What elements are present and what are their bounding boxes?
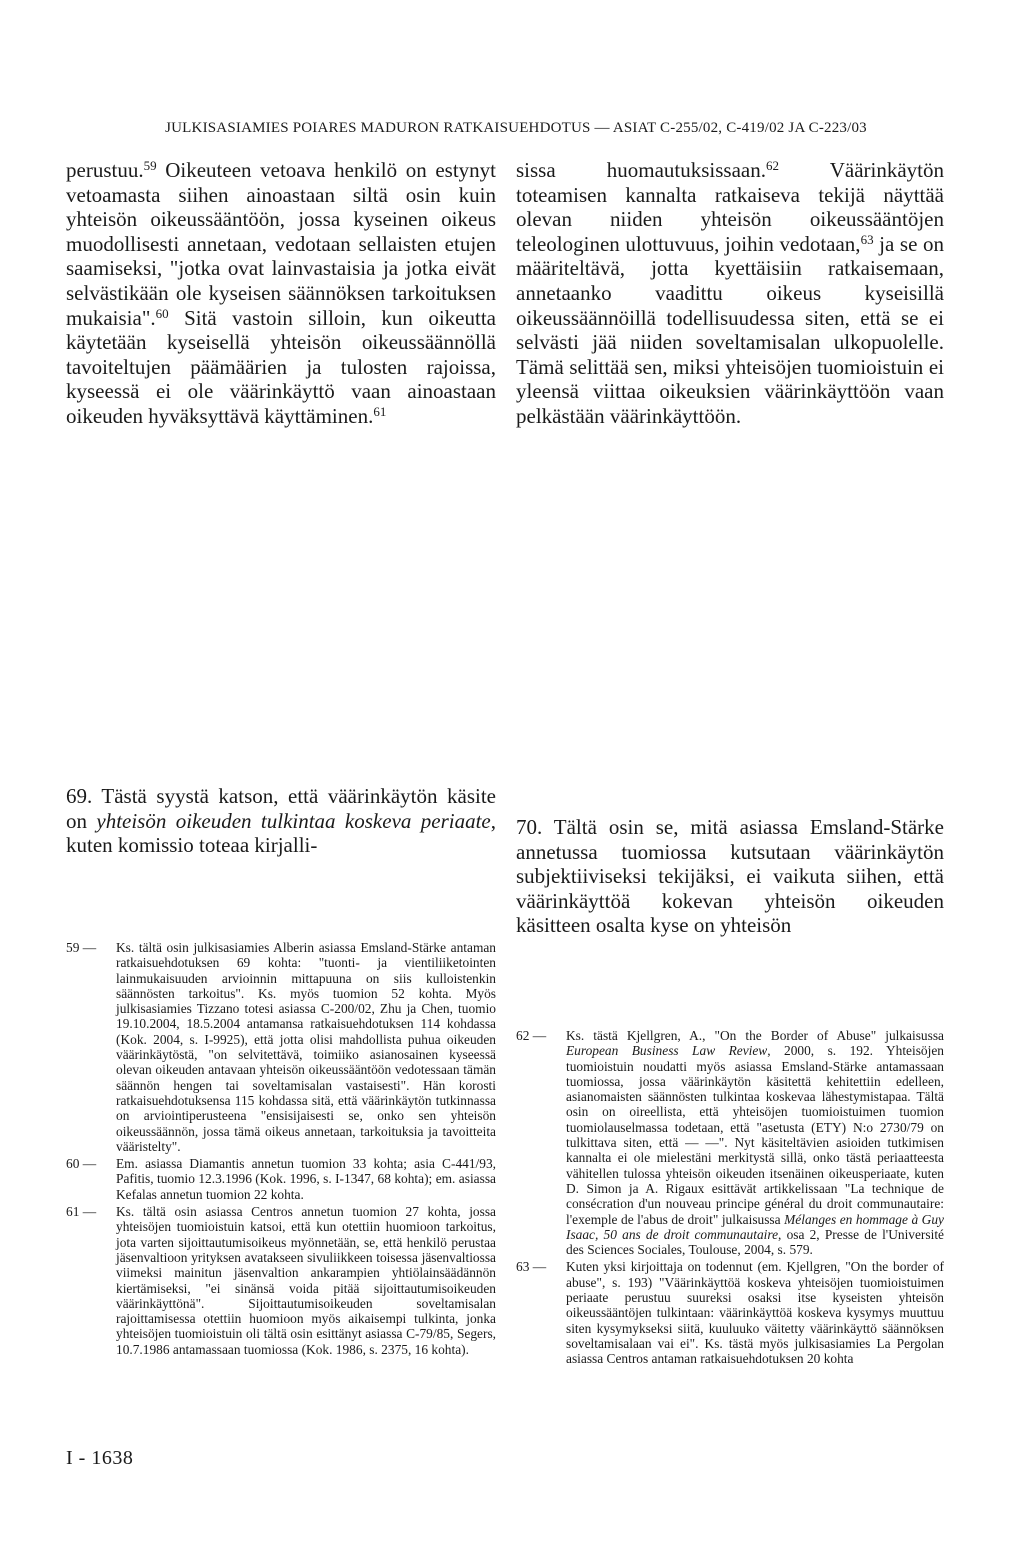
footnote-text: Kuten yksi kirjoittaja on todennut (em. Kjellgren, "On the border of abuse", s. 193) "Väärinkäyttöä koskeva yhteisöjen tuomioistuimen periaate perustuu suureksi osaksi itse kyseisten yhteisön oikeussääntöjen tulkintaan: väärinkäyttöä koskeva kysymys muuttuu siten kysymykseksi siitä, kuuluuko väitetty väärinkäyttö säännöksen soveltamisalaan vai ei". Ks. tästä myös julkisasiamies La Pergolan asiassa Centros antaman ratkaisuehdotuksen 20 kohta (566, 1259, 944, 1367)
text-segment: , kuten komissio toteaa kirjalli- (66, 808, 496, 858)
body-text-top-right (516, 158, 944, 429)
footnotes-left (66, 940, 496, 1359)
footnotes-right (516, 1028, 944, 1369)
footnote-59 (66, 940, 496, 1154)
paragraph-70 (516, 815, 944, 938)
text-segment: , 2000, s. 192. Yhteisöjen tuomioistuin noudatti myös asiassa Emsland-Stärke antamassaan tuomiossa, jossa väärinkäytön käsitettä kehitettiin edelleen, asianomaisten säännösten tulkintaa koskevaa lähestymistapaa. Tältä osin on oireellista, että yhteisöjen tuomioistuimen tuomion tuomiolauselmassa todetaan, että "asetusta (ETY) N:o 2730/79 on tulkittava siten, että — —". Nyt käsiteltävien asioiden tutkimisen kannalta ei ole mielestäni merkitystä sillä, onko tästä periaatteesta vähitellen tulossa yhteisön oikeuden itsenäinen oikeusperiaate, kuten D. Simon ja A. Rigaux esittävät artikkelissaan "La technique de consécration d'un nouveau principe général du droit communautaire: l'exemple de l'abus de droit" julkaisussa (566, 1043, 944, 1227)
footnote-text: Ks. tältä osin julkisasiamies Alberin asiassa Emsland-Stärke antaman ratkaisuehdotuksen 69 kohta: "tuonti- ja vientiliiketointen lainmukaisuuden arvioinnin mittapuuna on siis kulloistenkin säännösten tarkoitus". Ks. myös tuomion 52 kohta. Myös julkisasiamies Tizzano totesi asiassa C-200/02, Zhu ja Chen, tuomio 19.10.2004, 18.5.2004 antamansa ratkaisuehdotuksen 114 kohdassa (Kok. 2004, s. I-9925), että jotta olisi mahdollista puhua oikeuden väärinkäytöstä, "on selvitettävä, toimiiko asianosainen kyseessä olevan oikeuden antavaan yhteisön oikeussääntöön vedotessaan tämän säännön hengen tai soveltamisalan vastaisesti". Hän korosti ratkaisuehdotuksensa 115 kohdassa sitä, että väärinkäytön tutkinnassa on arviointiperusteena "ensisijaisesti se, onko sen yhteisön oikeussäännön, jossa tämä oikeus annetaan, tarkoituksia ja tavoitteita vääristelty". (116, 940, 496, 1154)
text-segment: sissa huomautuksissaan. (516, 158, 766, 182)
body-text-top-left (66, 158, 496, 429)
text-segment: ja se on määriteltävä, jotta kyettäisiin ratkaisemaan, annetaanko vaadittu oikeus kyseisillä oikeussäännöillä todellisuudessa siten, että se ei selvästi jää niiden soveltamisalan ulkopuolelle. Tämä selittää sen, miksi yhteisöjen tuomioistuin ei yleensä viittaa oikeuksien väärinkäyttöön vaan pelkästään väärinkäyttöön. (516, 231, 944, 428)
footnote-ref[interactable]: 62 (766, 158, 779, 173)
text-emphasis: yhteisön oikeuden tulkintaa koskeva periaate (96, 808, 491, 833)
footnote-63 (516, 1259, 944, 1366)
publication-title: Mélanges en hommage à Guy Isaac, 50 ans de droit communautaire (566, 1211, 944, 1242)
footnote-60 (66, 1156, 496, 1202)
paragraph-number: 69. (66, 784, 93, 808)
text-segment: Ks. tästä Kjellgren, A., "On the Border of Abuse" julkaisussa (566, 1028, 944, 1043)
footnote-ref[interactable]: 59 (143, 158, 157, 173)
footnote-text: Em. asiassa Diamantis annetun tuomion 33 kohta; asia C-441/93, Pafitis, tuomio 12.3.1996 (Kok. 1996, s. I-1347, 68 kohta); em. asiassa Kefalas annetun tuomion 22 kohta. (116, 1156, 496, 1202)
publication-title: European Business Law Review (566, 1043, 768, 1059)
text-segment: Oikeuteen vetoava henkilö on estynyt vetoamasta siihen ainoastaan siltä osin kuin yhteisön oikeussääntöön, jossa kyseinen oikeus muodollisesti annetaan, vedotaan sellaisten etujen saamiseksi, "jotka ovat lainvastaisia ja jotka eivät selvästikään ole kyseisen säännöksen tarkoituksen mukaisia". (66, 158, 496, 330)
paragraph-number: 70. (516, 815, 543, 839)
page-number: I - 1638 (66, 1447, 134, 1469)
footnote-number: 59 — (66, 940, 97, 955)
footnote-61 (66, 1204, 496, 1357)
footnote-ref[interactable]: 60 (155, 305, 169, 321)
running-head: JULKISASIAMIES POIARES MADURON RATKAISUEHDOTUS — ASIAT C-255/02, C-419/02 JA C-223/03 (165, 120, 867, 136)
text-segment: Sitä vastoin silloin, kun oikeutta käytetään kyseisellä yhteisön oikeussäännöllä tavoiteltujen päämäärien ja tulosten rajoissa, kyseessä ei ole väärinkäyttö vaan ainoastaan oikeuden hyväksyttävä käyttäminen. (66, 305, 496, 428)
footnote-ref[interactable]: 61 (373, 403, 387, 419)
footnote-text: Ks. tältä osin asiassa Centros annetun tuomion 27 kohta, jossa yhteisöjen tuomioistuin katsoi, että kun otettiin huomioon tarkoitus, jota varten sijoittautumisoikeus myönnetään, se, että henkilö perustaa jäsenvaltioon yrityksen avatakseen sivuliikkeen toisessa jäsenvaltiossa viimeksi mainitun jäsenvaltion ankarampien yhtiölainsäädännön kiertämiseksi, "ei sinänsä voida pitää sijoittautumisoikeuden väärinkäyttönä". Sijoittautumisoikeuden soveltamisalan rajoittamisessa otettiin huomioon myös aikaisempi tulkinta, jonka yhteisöjen tuomioistuin oli tältä osin esittänyt asiassa C-79/85, Segers, 10.7.1986 antamassaan tuomiossa (Kok. 1986, s. 2375, 16 kohta). (116, 1204, 496, 1357)
footnote-number: 63 — (516, 1259, 547, 1275)
text-segment: Tältä osin se, mitä asiassa Emsland-Stärke annetussa tuomiossa kutsutaan väärinkäytön subjektiiviseksi tekijäksi, ei vaikuta siihen, että väärinkäyttöä kokevan yhteisön oikeuden käsitteen osalta kyse on yhteisön (516, 815, 944, 938)
footnote-ref[interactable]: 63 (860, 231, 874, 247)
footnote-number: 61 — (66, 1204, 97, 1220)
footnote-62 (516, 1028, 944, 1257)
text-segment: Väärinkäytön toteamisen kannalta ratkaiseva tekijä näyttää olevan niiden yhteisön oikeussääntöjen teleologinen ulottuvuus, joihin vedotaan, (516, 158, 944, 256)
footnote-number: 62 — (516, 1028, 547, 1043)
text-segment: Tästä syystä katson, että väärinkäytön käsite on (66, 784, 496, 833)
text-segment: , osa 2, Presse de l'Université des Sciences Sociales, Toulouse, 2004, s. 579. (566, 1226, 944, 1258)
text-segment: perustuu. (66, 158, 144, 182)
footnote-number: 60 — (66, 1156, 97, 1172)
paragraph-69 (66, 784, 496, 858)
